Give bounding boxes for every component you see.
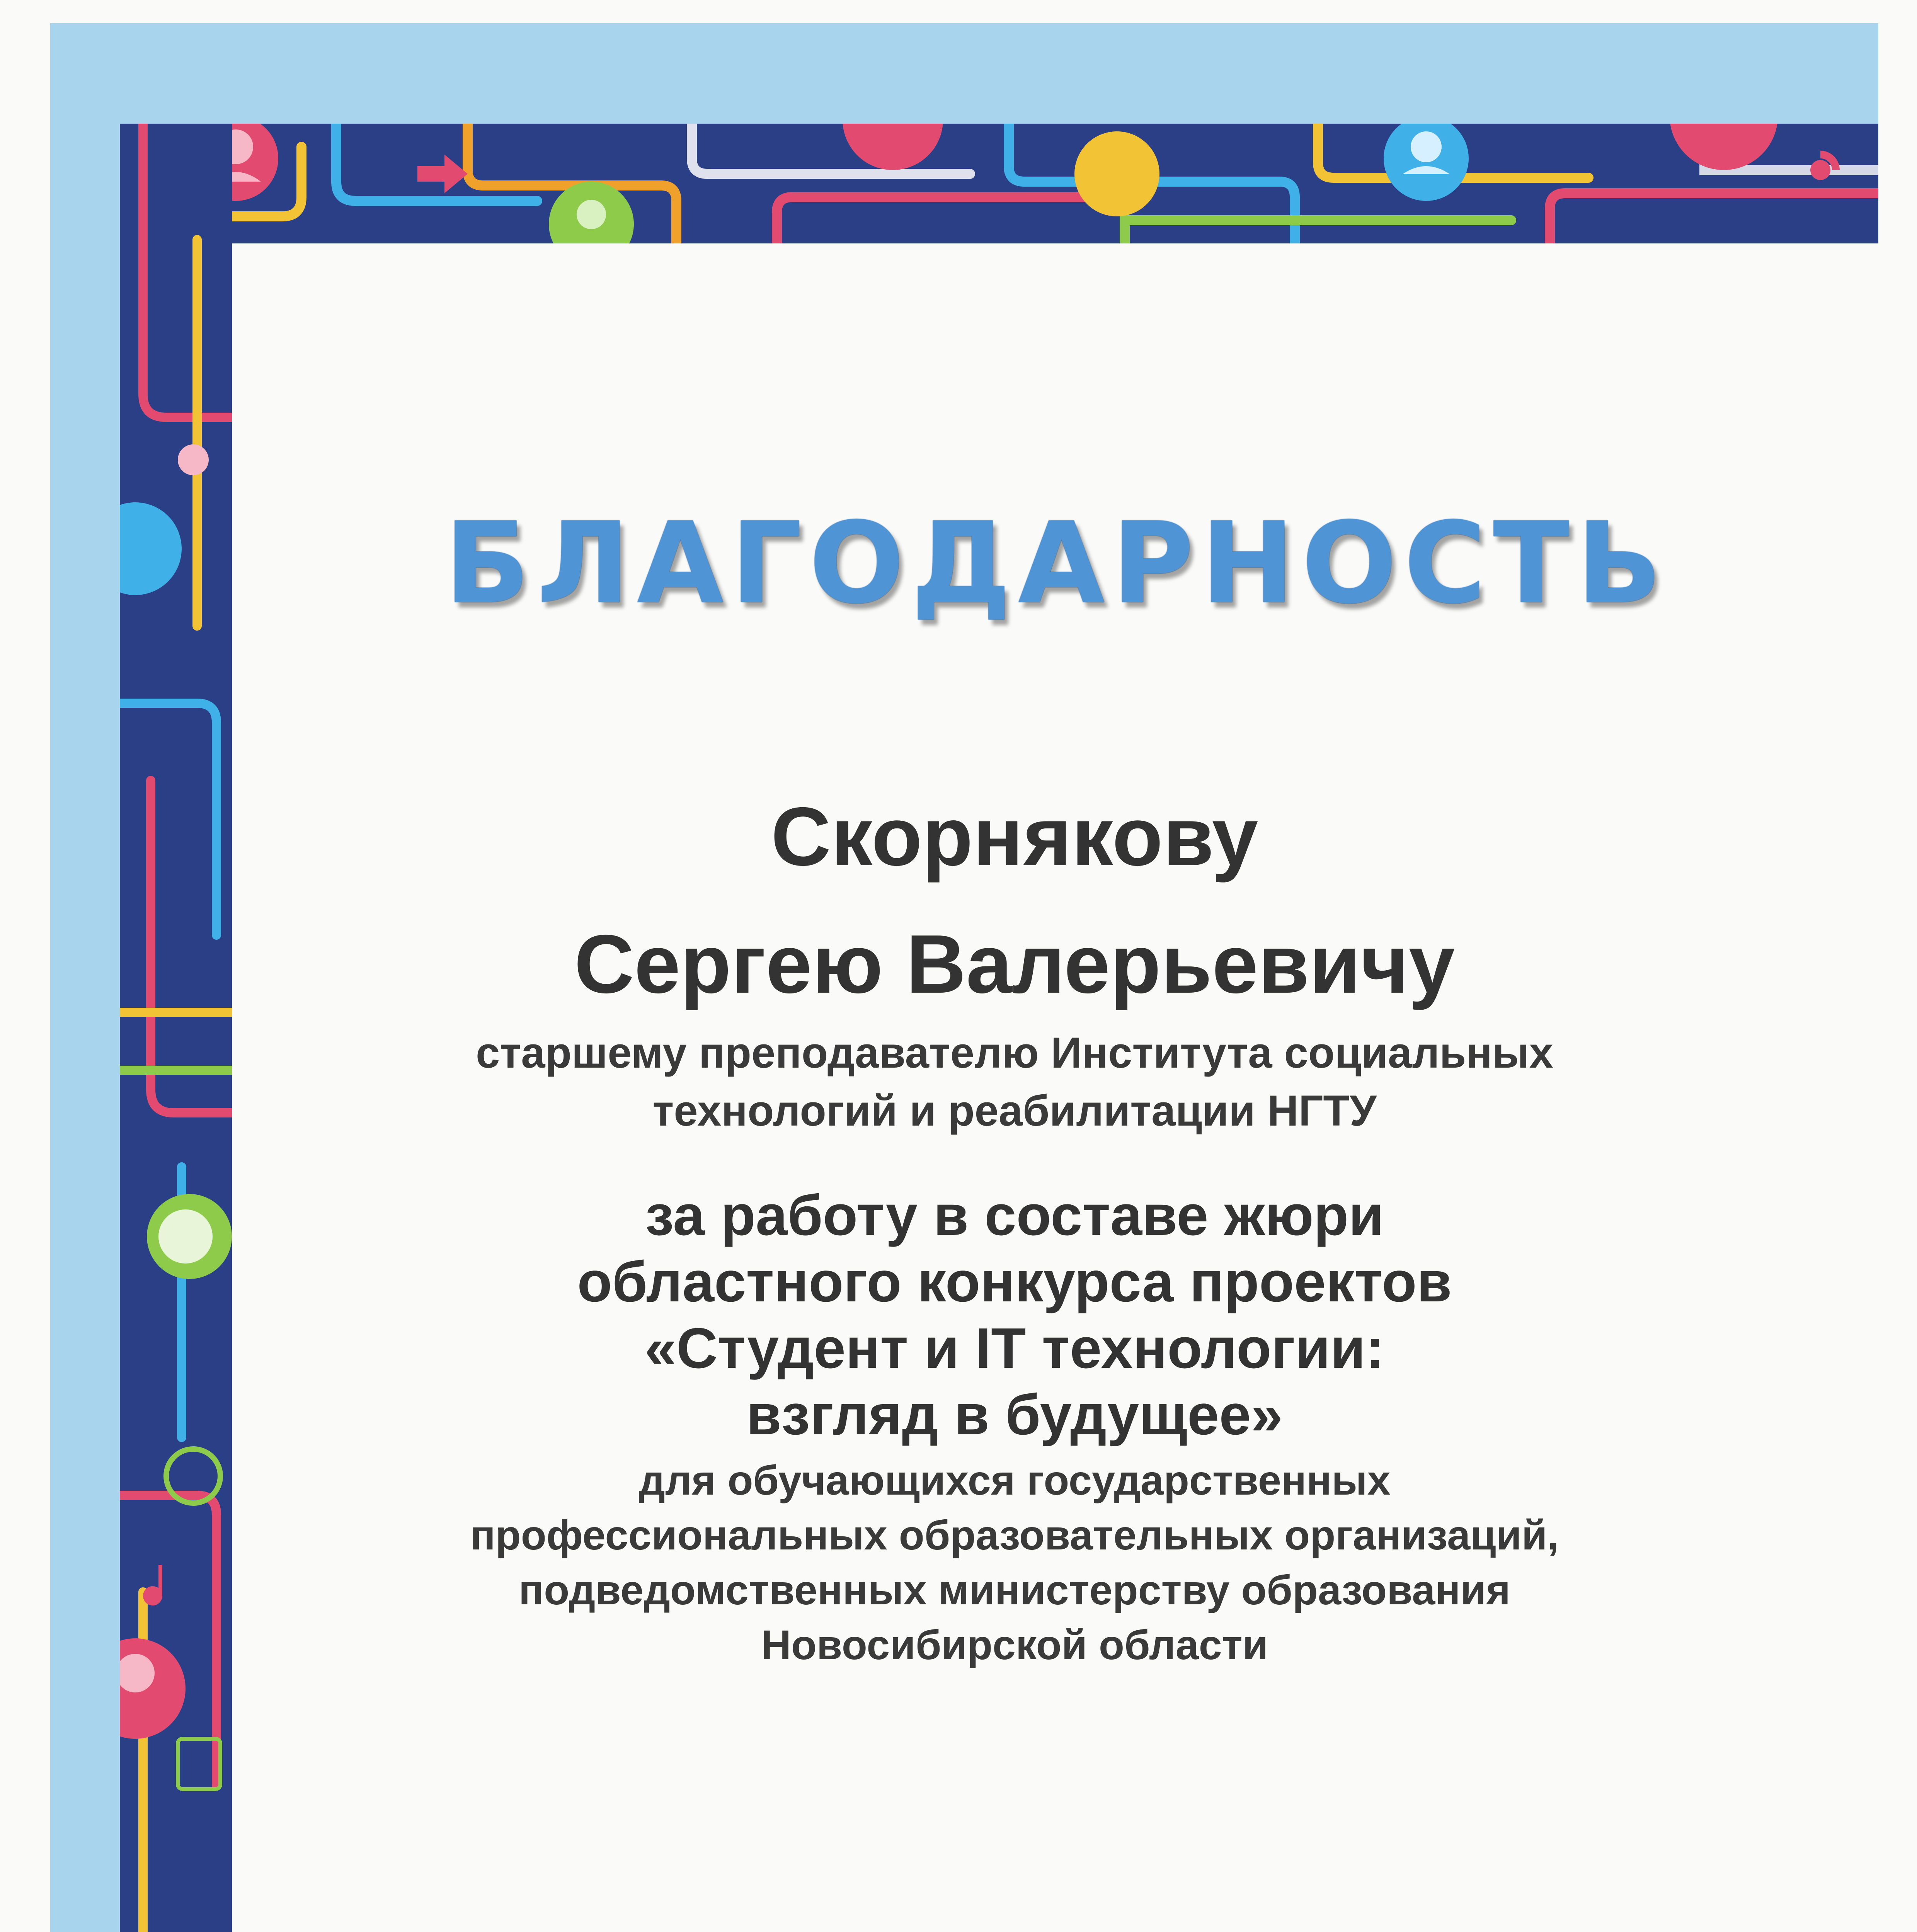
person-icon [178, 444, 209, 475]
position-line-2: технологий и реабилитации НГТУ [652, 1087, 1377, 1135]
banner-top-pattern [120, 124, 1878, 243]
banner-left-light [50, 23, 120, 1932]
recipient-position [348, 1024, 1681, 1140]
reason-line-1: за работу в составе жюри [645, 1184, 1384, 1247]
reason-line-3: «Студент и IT технологии: [644, 1316, 1385, 1380]
orgs-line-1: для обучающихся государственных [638, 1457, 1391, 1503]
certificate-title: БЛАГОДАРНОСТЬ [444, 498, 1669, 629]
banner-top-light [50, 23, 1878, 124]
music-note-icon [143, 1565, 162, 1605]
competition-audience [348, 1453, 1681, 1672]
reason-line-2: областного конкурса проектов [577, 1250, 1452, 1314]
orgs-line-3: подведомственных министерству образования [518, 1566, 1510, 1613]
orgs-line-2: профессиональных образовательных организаций, [470, 1512, 1559, 1558]
recipient-given-names: Сергею Валерьевичу [574, 917, 1455, 1010]
banner-left-pattern [120, 124, 232, 1932]
orgs-line-4: Новосибирской области [761, 1621, 1268, 1668]
banner-left [120, 124, 232, 1932]
rss-icon [1810, 160, 1830, 180]
arrow-right-icon [417, 155, 468, 193]
award-reason [348, 1182, 1681, 1448]
recipient-surname: Скорнякову [771, 790, 1258, 883]
position-line-1: старшему преподавателю Института социальных [476, 1029, 1553, 1077]
banner-top [120, 124, 1878, 243]
recipient-name [348, 773, 1681, 1028]
reason-line-4: взгляд в будущее» [746, 1383, 1283, 1447]
